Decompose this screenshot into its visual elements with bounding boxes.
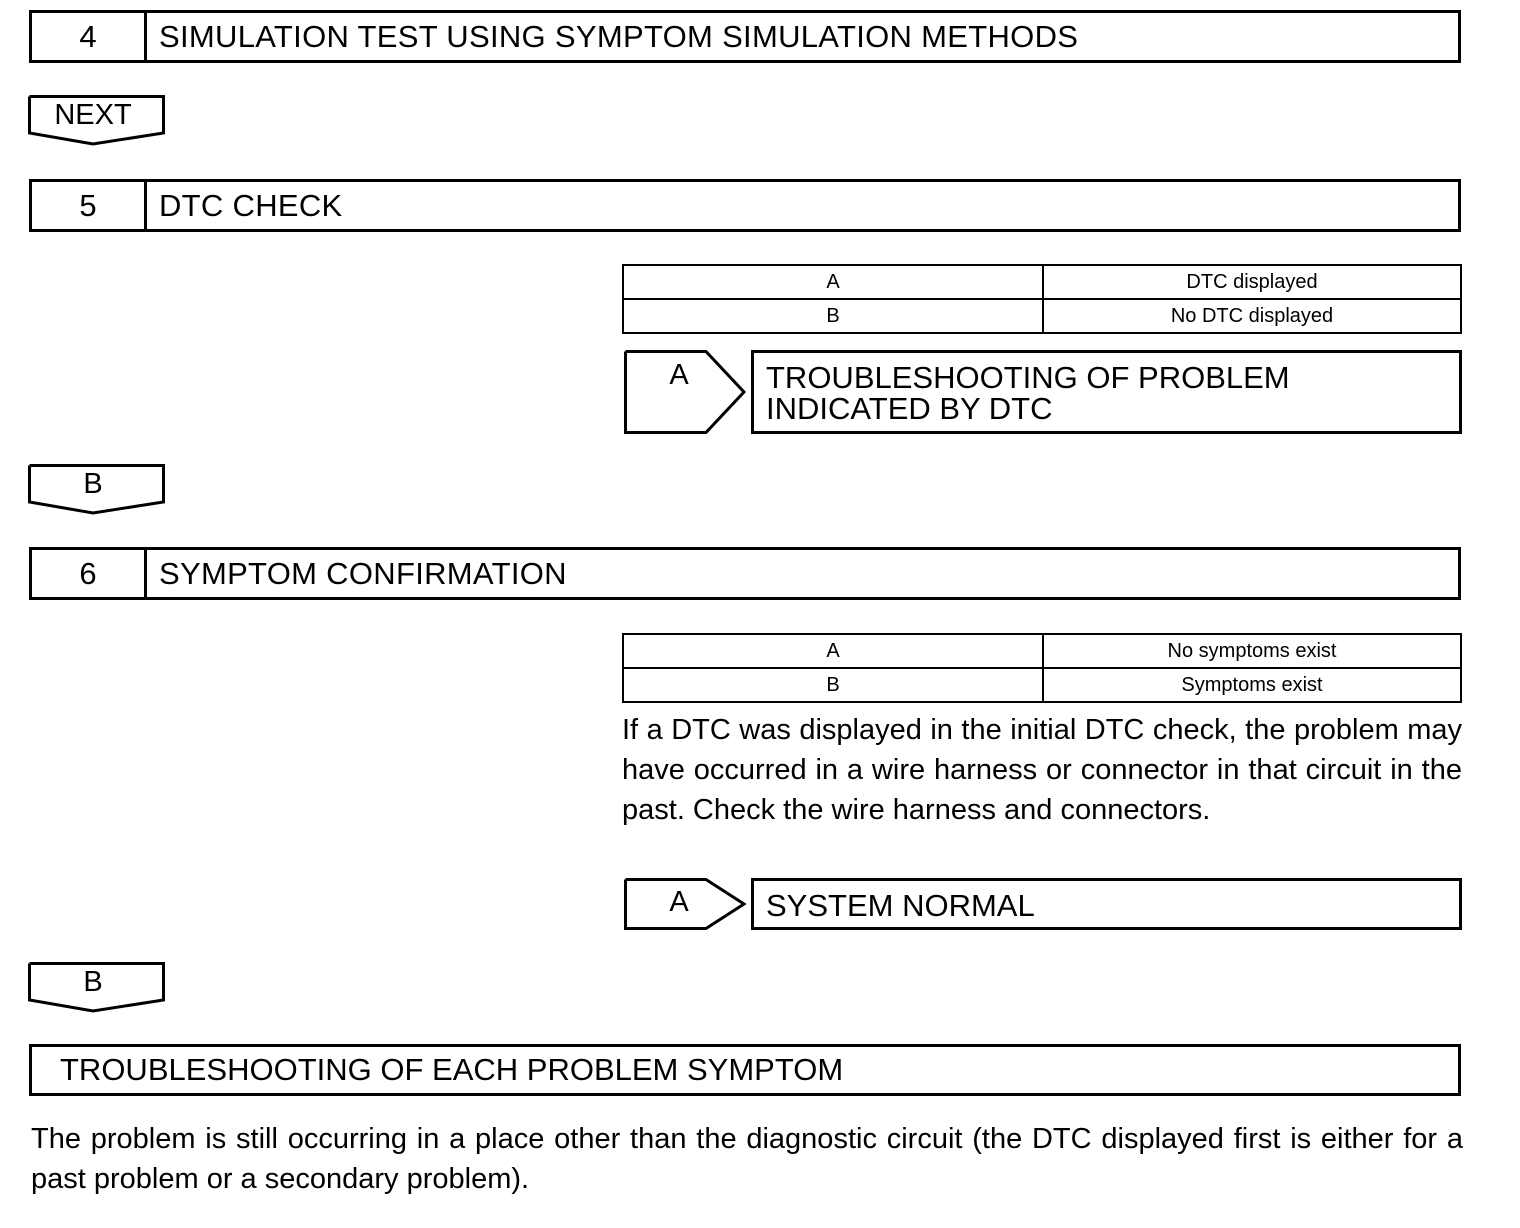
dtc-note: If a DTC was displayed in the initial DTC check, the problem may have occurred in a wire harness or connector in that circuit in the past. Check the wire harness and connectors. (622, 714, 1462, 826)
branch-label: B (83, 468, 103, 500)
result-value: Symptoms exist (1043, 668, 1461, 702)
result-key: B (623, 668, 1043, 702)
symptom-result-table (622, 633, 1462, 703)
branch-a-arrow (624, 350, 748, 434)
step-title: SIMULATION TEST USING SYMPTOM SIMULATION METHODS (159, 18, 1079, 54)
step-number: 4 (32, 13, 147, 60)
result-line: TROUBLESHOOTING OF PROBLEM (766, 360, 1290, 395)
step-number: 5 (32, 182, 147, 229)
step-title: SYMPTOM CONFIRMATION (159, 555, 567, 591)
step-5-header (29, 179, 1461, 232)
table-row (623, 299, 1461, 333)
branch-label: A (669, 359, 689, 391)
branch-label: A (669, 886, 689, 918)
result-value: No symptoms exist (1043, 634, 1461, 668)
result-key: B (623, 299, 1043, 333)
step-number: 6 (32, 550, 147, 597)
dtc-troubleshooting-box (751, 350, 1462, 434)
system-normal-box: SYSTEM NORMAL (751, 878, 1462, 930)
result-value: DTC displayed (1043, 265, 1461, 299)
branch-label: B (83, 966, 103, 998)
final-note: The problem is still occurring in a place other than the diagnostic circuit (the DTC displayed first is either for a past problem or a secondary problem). (31, 1123, 1463, 1195)
result-line: INDICATED BY DTC (766, 391, 1053, 426)
step-title: DTC CHECK (159, 187, 343, 223)
table-row (623, 668, 1461, 702)
step-4-header (29, 10, 1461, 63)
result-key: A (623, 634, 1043, 668)
dtc-result-table (622, 264, 1462, 334)
table-row (623, 265, 1461, 299)
table-row (623, 634, 1461, 668)
next-tab (28, 95, 166, 147)
step-6-header (29, 547, 1461, 600)
branch-b-tab (28, 962, 166, 1014)
result-key: A (623, 265, 1043, 299)
branch-b-tab (28, 464, 166, 516)
branch-a-arrow (624, 878, 748, 930)
final-troubleshooting-box: TROUBLESHOOTING OF EACH PROBLEM SYMPTOM (29, 1044, 1461, 1096)
result-value: No DTC displayed (1043, 299, 1461, 333)
next-label: NEXT (54, 99, 132, 131)
